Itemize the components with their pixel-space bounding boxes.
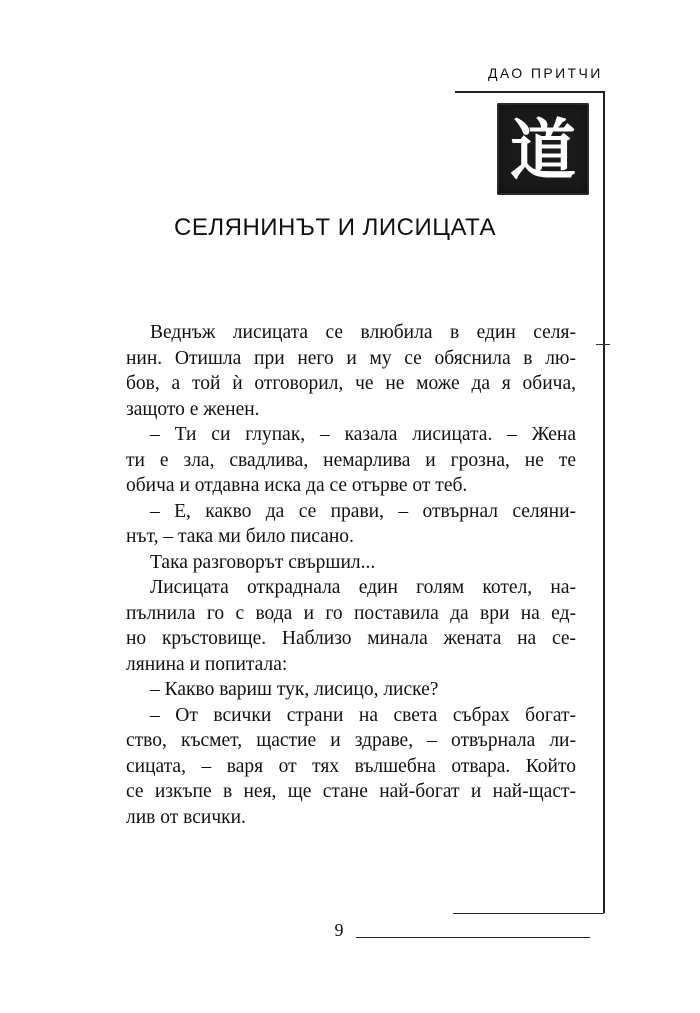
- header-rule: [455, 91, 604, 93]
- body-line: обича и отдавна иска да се отърве от теб.: [126, 475, 468, 496]
- body-line: нин. Отишла при него и му се обяснила в лю-: [126, 347, 576, 369]
- story-title: СЕЛЯНИНЪТ И ЛИСИЦАТА: [174, 214, 496, 241]
- body-line: Лисицата откраднала един голям котел, на-: [150, 577, 576, 598]
- footer-rule-upper: [453, 913, 604, 914]
- page-number: 9: [334, 920, 344, 940]
- body-line: ство, късмет, щастие и здраве, – отвърнала ли-: [126, 730, 576, 751]
- body-line: защото е женен.: [126, 398, 260, 420]
- body-line: – Е, какво да се прави, – отвърнал селяни-: [150, 500, 576, 522]
- margin-tick: [596, 344, 610, 345]
- body-line: Така разговорът свършил...: [150, 551, 376, 573]
- body-line: – От всички страни на света събрах богат-: [150, 704, 576, 726]
- running-header: ДАО ПРИТЧИ: [488, 65, 603, 81]
- body-line: ти е зла, свадлива, немарлива и грозна, не те: [126, 449, 576, 471]
- dao-seal-logo: [497, 103, 589, 195]
- body-line: Веднъж лисицата се влюбила в един селя-: [150, 322, 576, 343]
- margin-vertical-rule: [603, 91, 605, 913]
- body-line: лив от всички.: [126, 806, 246, 828]
- body-line: но кръстовище. Наблизо минала жената на се-: [126, 628, 576, 649]
- body-line: – Ти си глупак, – казала лисицата. – Жена: [150, 424, 576, 445]
- body-line: нът, – така ми било писано.: [126, 526, 354, 547]
- footer-rule-lower: [356, 937, 590, 938]
- body-line: лянина и попитала:: [126, 653, 288, 675]
- body-line: се изкъпе в нея, ще стане най-богат и най-щаст-: [126, 781, 576, 802]
- body-line: сицата, – варя от тях вълшебна отвара. Който: [126, 755, 576, 777]
- story-body: [126, 320, 576, 830]
- body-line: пълнила го с вода и го поставила да ври на ед-: [126, 602, 576, 624]
- body-line: – Какво вариш тук, лисицо, лиске?: [150, 679, 439, 700]
- dao-glyph: 道: [510, 112, 576, 189]
- body-line: бов, а той ѝ отговорил, че не може да я обича,: [126, 373, 576, 394]
- dao-glyph-icon: [497, 103, 589, 195]
